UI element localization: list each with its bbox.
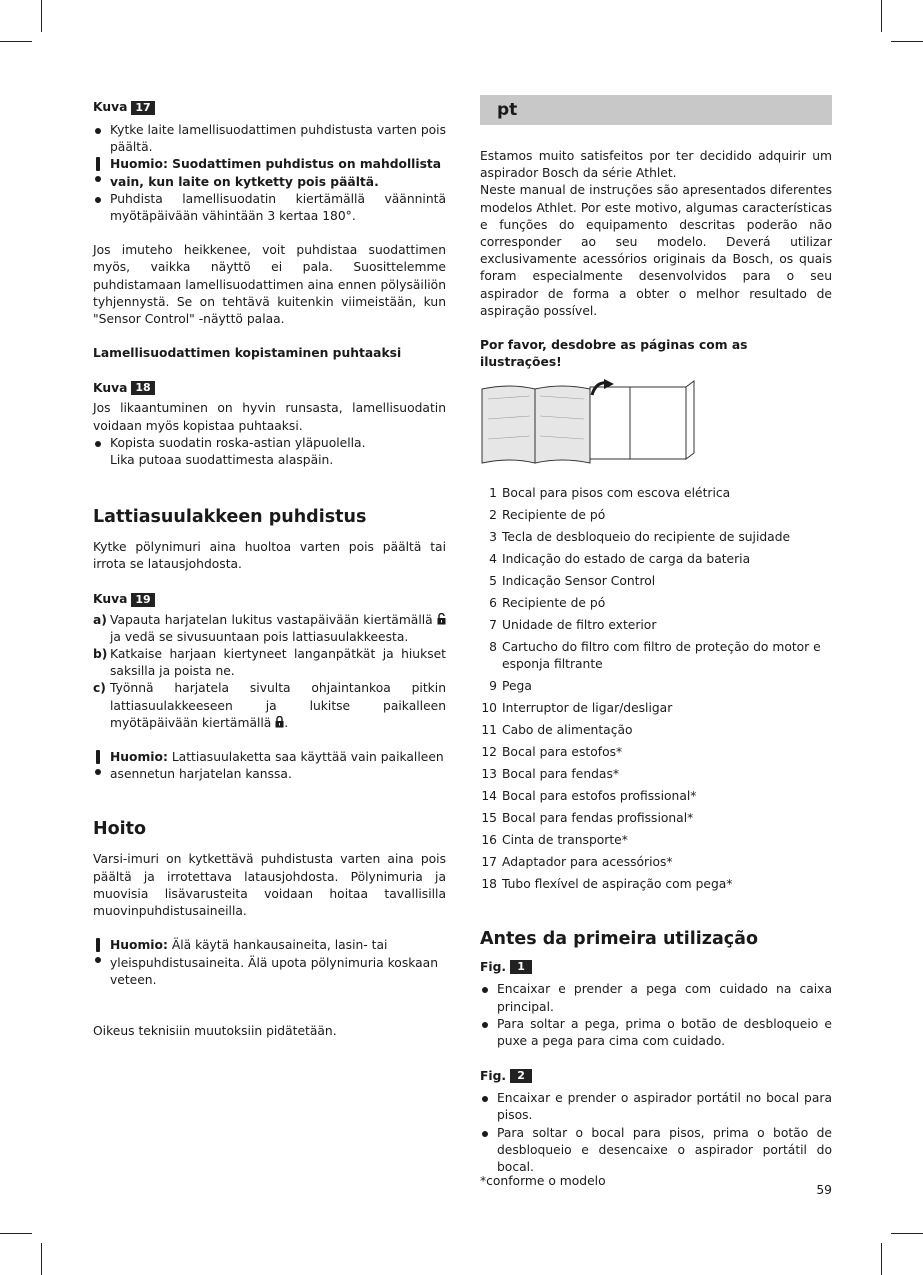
page-number: 59 — [816, 1183, 832, 1197]
figure-number-badge: 18 — [131, 381, 154, 395]
step-text: Katkaise harjaan kiertyneet langanpätkät ja hiukset saksilla ja poista ne. — [110, 647, 446, 679]
figure-number-badge: 2 — [510, 1069, 532, 1083]
part-item — [480, 507, 832, 529]
part-item — [480, 700, 832, 722]
part-text: Pega — [502, 679, 532, 694]
list-item — [93, 435, 446, 469]
paragraph: Neste manual de instruções são apresentados diferentes modelos Athlet. Por este motivo, algumas características e funções do equipamento descritas poderão não corresponder ao seu modelo. Deverá utilizar exclusivamente acessórios originais da Bosch, os quais foram especialmente desenvolvidos para o seu aspirador de forma a obter o melhor resultado de aspiração possível. — [480, 183, 832, 318]
step-letter: b) — [93, 647, 108, 662]
step-text: ja vedä se sivusuuntaan pois lattiasuulakkeesta. — [110, 629, 409, 644]
part-text: Cinta de transporte* — [502, 833, 628, 848]
list-item: Para soltar o bocal para pisos, prima o botão de desbloqueio e desencaixe o aspirador portátil do bocal. — [480, 1125, 832, 1177]
step-letter: a) — [93, 612, 107, 627]
section-heading: Antes da primeira utilização — [480, 929, 758, 950]
part-number: 15 — [481, 811, 497, 826]
list-item-line: Lika putoaa suodattimesta alaspäin. — [110, 453, 334, 468]
part-number: 14 — [481, 789, 497, 804]
part-text: Tecla de desbloqueio do recipiente de sujidade — [502, 530, 791, 545]
exclamation-icon — [93, 938, 103, 963]
part-text: Indicação Sensor Control — [502, 574, 656, 589]
part-item — [480, 832, 832, 854]
footnote: *conforme o modelo — [480, 1174, 606, 1188]
part-text: Indicação do estado de carga da bateria — [502, 552, 751, 567]
paragraph: Varsi-imuri on kytkettävä puhdistusta varten aina pois päältä ja irrotettava latausjohdosta. Pölynimuria ja muovisia lisävarusteita voidaan hoitaa tavallisilla muovinpuhdistusaineilla. — [93, 852, 446, 919]
part-item — [480, 573, 832, 595]
bullet-list — [93, 435, 446, 469]
figure-ref-17 — [93, 99, 446, 117]
step-c — [93, 680, 446, 732]
warning-note — [93, 156, 446, 190]
figure-label: Kuva — [93, 380, 128, 395]
part-number: 17 — [481, 855, 497, 870]
part-item — [480, 788, 832, 810]
part-number: 12 — [481, 745, 497, 760]
crop-mark — [41, 0, 42, 32]
part-number: 6 — [489, 596, 497, 611]
step-text: Vapauta harjatelan lukitus vastapäivään kiertämällä — [110, 612, 433, 627]
warning-text: Lattiasuulaketta saa käyttää vain paikalleen asennetun harjatelan kanssa. — [110, 750, 444, 782]
paragraph: Estamos muito satisfeitos por ter decidido adquirir um aspirador Bosch da série Athlet. — [480, 149, 832, 181]
figure-label: Fig. — [480, 1068, 507, 1083]
warning-text: Älä käytä hankausaineita, lasin- tai yleispuhdistusaineita. Älä upota pölynimuria koskaan veteen. — [110, 938, 438, 987]
section-heading: Lattiasuulakkeen puhdistus — [93, 507, 367, 528]
part-text: Adaptador para acessórios* — [502, 855, 673, 870]
crop-mark — [891, 1233, 923, 1234]
part-number: 10 — [481, 701, 497, 716]
paragraph: Jos likaantuminen on hyvin runsasta, lamellisuodatin voidaan myös kopistaa puhtaaksi. — [93, 401, 446, 433]
part-item — [480, 485, 832, 507]
list-item-line: Kopista suodatin roska-astian yläpuolella. — [110, 435, 366, 450]
step-text: . — [284, 715, 289, 730]
part-number: 16 — [481, 833, 497, 848]
part-number: 4 — [489, 552, 497, 567]
warning-label: Huomio: — [110, 750, 168, 765]
part-number: 8 — [489, 640, 497, 655]
part-text: Bocal para estofos* — [502, 745, 623, 760]
part-item — [480, 639, 832, 678]
warning-note — [93, 749, 446, 783]
exclamation-icon — [93, 157, 103, 182]
part-item — [480, 854, 832, 876]
part-number: 13 — [481, 767, 497, 782]
part-text: Bocal para estofos profissional* — [502, 789, 697, 804]
crop-mark — [881, 0, 882, 32]
part-number: 3 — [489, 530, 497, 545]
subheading: Por favor, desdobre as páginas com as ilustrações! — [480, 338, 748, 370]
crop-mark — [881, 1243, 882, 1275]
part-text: Interruptor de ligar/desligar — [502, 701, 673, 716]
part-number: 7 — [489, 618, 497, 633]
part-number: 5 — [489, 574, 497, 589]
step-list — [93, 612, 446, 732]
figure-ref-1 — [480, 958, 832, 976]
crop-mark — [0, 1233, 32, 1234]
language-tag: pt — [480, 95, 832, 125]
list-item: Encaixar e prender o aspirador portátil no bocal para pisos. — [480, 1090, 832, 1124]
part-text: Bocal para fendas* — [502, 767, 620, 782]
step-text: Työnnä harjatela sivulta ohjaintankoa pitkin lattiasuulakkeeseen ja lukitse paikalleen myötäpäivään kiertämällä — [110, 681, 446, 730]
bullet-list — [93, 122, 446, 156]
step-a — [93, 612, 446, 646]
paragraph: Jos imuteho heikkenee, voit puhdistaa suodattimen myös, vaikka näyttö ei pala. Suosittelemme puhdistamaan lamellisuodattimen aina ennen pölysäiliön tyhjennystä. Se on tehtävä kuitenkin viimeistään, kun "Sensor Control" -näyttö palaa. — [93, 243, 446, 327]
figure-number-badge: 17 — [131, 101, 154, 115]
paragraph: Oikeus teknisiin muutoksiin pidätetään. — [93, 1023, 337, 1038]
part-text: Bocal para pisos com escova elétrica — [502, 486, 731, 501]
part-item — [480, 617, 832, 639]
step-b — [93, 646, 446, 680]
warning-text: Huomio: Suodattimen puhdistus on mahdollista vain, kun laite on kytketty pois päältä. — [110, 157, 442, 189]
part-item — [480, 876, 832, 898]
subheading: Lamellisuodattimen kopistaminen puhtaaksi — [93, 346, 402, 361]
parts-list — [480, 485, 832, 898]
part-text: Recipiente de pó — [502, 508, 606, 523]
crop-mark — [41, 1243, 42, 1275]
warning-label: Huomio: — [110, 938, 168, 953]
paragraph: Kytke pölynimuri aina huoltoa varten pois päältä tai irrota se latausjohdosta. — [93, 540, 446, 572]
part-item — [480, 766, 832, 788]
step-letter: c) — [93, 681, 106, 696]
list-item: Puhdista lamellisuodatin kiertämällä väännintä myötäpäivään vähintään 3 kertaa 180°. — [93, 191, 446, 225]
lock-icon — [275, 716, 284, 728]
left-column — [93, 95, 446, 1040]
part-item — [480, 810, 832, 832]
section-heading: Hoito — [93, 819, 147, 840]
warning-note — [93, 937, 446, 989]
crop-mark — [0, 41, 32, 42]
part-text: Cabo de alimentação — [502, 723, 633, 738]
right-column — [480, 95, 832, 1176]
part-text: Bocal para fendas profissional* — [502, 811, 694, 826]
figure-label: Kuva — [93, 592, 128, 607]
list-item: Kytke laite lamellisuodattimen puhdistusta varten pois päältä. — [93, 122, 446, 156]
foldout-pages-illustration — [480, 379, 700, 471]
part-text: Cartucho do filtro com filtro de proteção do motor e esponja filtrante — [502, 640, 821, 672]
part-item — [480, 551, 832, 573]
part-number: 2 — [489, 508, 497, 523]
part-text: Recipiente de pó — [502, 596, 606, 611]
part-number: 9 — [489, 679, 497, 694]
figure-ref-19 — [93, 591, 446, 609]
crop-mark — [891, 41, 923, 42]
part-item — [480, 529, 832, 551]
part-item — [480, 722, 832, 744]
bullet-list — [480, 981, 832, 1050]
unlock-icon — [437, 613, 446, 625]
list-item: Para soltar a pega, prima o botão de desbloqueio e puxe a pega para cima com cuidado. — [480, 1016, 832, 1050]
exclamation-icon — [93, 750, 103, 775]
figure-label: Fig. — [480, 959, 507, 974]
figure-number-badge: 1 — [510, 960, 532, 974]
figure-number-badge: 19 — [131, 593, 154, 607]
bullet-list — [93, 191, 446, 225]
part-number: 11 — [481, 723, 497, 738]
list-item: Encaixar e prender a pega com cuidado na caixa principal. — [480, 981, 832, 1015]
figure-ref-18 — [93, 379, 446, 397]
part-item — [480, 678, 832, 700]
figure-ref-2 — [480, 1067, 832, 1085]
part-number: 18 — [481, 877, 497, 892]
part-item — [480, 595, 832, 617]
part-item — [480, 744, 832, 766]
figure-label: Kuva — [93, 100, 128, 115]
part-number: 1 — [489, 486, 497, 501]
bullet-list — [480, 1090, 832, 1176]
part-text: Tubo flexível de aspiração com pega* — [502, 877, 733, 892]
part-text: Unidade de filtro exterior — [502, 618, 657, 633]
